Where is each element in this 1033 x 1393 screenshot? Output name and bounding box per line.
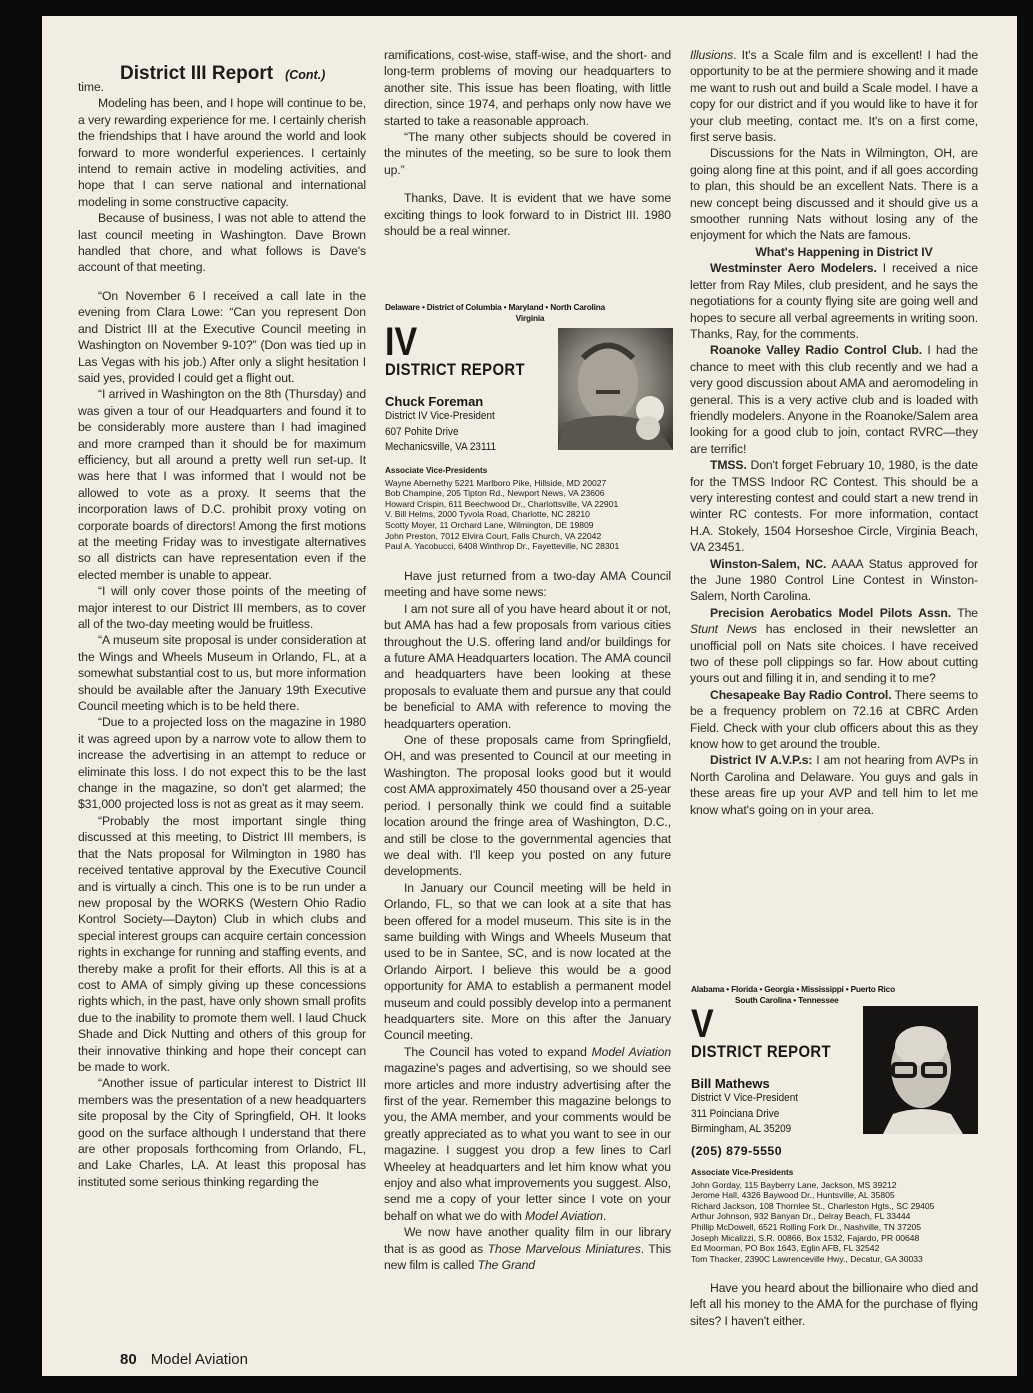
- paragraph: [78, 813, 366, 1076]
- text-run: . It's a Scale film and is excellent! I had the opportunity to be at the permiere showing and it made me want to rush out and build a Scale model. I have a copy for our district and if you would like to have it for your club meeting, contact me. It's on a first come, first serve basis.: [690, 48, 978, 145]
- paragraph: [690, 556, 978, 605]
- italic-title: Model Aviation: [591, 1044, 671, 1059]
- associate-vp: Paul A. Yacobucci, 6408 Winthrop Dr., Fayetteville, NC 28301: [385, 541, 620, 552]
- district-4-report-box: [385, 302, 606, 456]
- page-footer: [120, 1351, 248, 1368]
- paragraph: [384, 1044, 671, 1224]
- subheading: [690, 244, 978, 260]
- district-numeral: V: [691, 1002, 714, 1046]
- paragraph: [690, 687, 978, 753]
- text-run: magazine's pages and advertising, so we should see more articles and more industry advertising after the first of the year. Remember this magazine belongs to you, the AMA member, and your comments would be greatly appreciated as to what you want to see in our magazine. I suggest you drop a few lines to Carl Wheeley at headquarters and let him know what you enjoy and also what improvements you suggest. Also, send me a copy of your letter since I vote on your behalf on what we do with: [384, 1061, 671, 1223]
- italic-title: Stunt News: [690, 622, 757, 637]
- text-run: I received a nice letter from Ray Miles, club president, and he says the negotiations for a county flying site are going well and hopes to secure all verbal agreements in writing soon. Thanks, Ray, for the comments.: [690, 261, 978, 341]
- paragraph: [78, 79, 366, 95]
- continued-label: (Cont.): [285, 68, 326, 82]
- column-3-end-text: [690, 1280, 978, 1329]
- text-run: Thanks, Dave. It is evident that we have some exciting things to look forward to in District III. 1980 should be a real winner.: [384, 191, 671, 239]
- district-4-associates: [385, 466, 619, 552]
- vp-title: District IV Vice-President: [385, 410, 495, 422]
- text-run: “I will only cover those points of the meeting of major interest to our District III members, as to cover all of the two-day meeting would be fruitless.: [78, 584, 366, 631]
- paragraph: [384, 1224, 671, 1273]
- portrait-icon: [558, 328, 673, 450]
- paragraph: [690, 145, 978, 243]
- associate-vp: Jerome Hall, 4326 Baywood Dr., Huntsville, AL 35805: [691, 1190, 895, 1201]
- section-title: District III Report: [120, 63, 274, 84]
- text-run: “A museum site proposal is under consideration at the Wings and Wheels Museum in Orlando, FL, at a somewhat substantial cost to us, but more information should be available after the January 19th Executive Council meeting which is to be held there.: [78, 633, 366, 714]
- paragraph: [690, 342, 978, 457]
- text-run: has enclosed in their newsletter an unofficial poll on Nats site choices. I have received two of these poll clippings so far. How about cutting yours out and filling it in, and sending it to me?: [690, 622, 978, 686]
- paragraph: [78, 632, 366, 714]
- column-2-bottom-text: [384, 568, 671, 1273]
- text-run: time.: [78, 80, 104, 94]
- vp-city: Birmingham, AL 35209: [691, 1123, 792, 1135]
- bold-lead: TMSS.: [710, 458, 747, 473]
- text-run: The Council has voted to expand: [404, 1044, 592, 1059]
- paragraph: [384, 190, 671, 239]
- text-run: Have just returned from a two-day AMA Council meeting and have some news:: [384, 569, 671, 600]
- bold-lead: Roanoke Valley Radio Control Club.: [710, 343, 923, 358]
- bill-mathews-photo: [863, 1006, 978, 1134]
- paragraph: [690, 260, 978, 342]
- italic-title: Those Marvelous Miniatures: [487, 1241, 641, 1256]
- states-line: Virginia: [515, 313, 545, 323]
- text-run: I had the chance to meet with this club recently and we had a very good discussion about AMA and aeromodeling in general. This is a very active club and is loaded with friendly modelers. Anyone in the Roanoke/Salem area looking for a good club to join, contact RVRC—they are terrific!: [690, 343, 978, 456]
- paragraph: [78, 583, 366, 632]
- text-run: In January our Council meeting will be held in Orlando, FL, so that we can look at a site that has been offered for a model museum. This site is in the same building with Wings and Wheels Museum that used to be in Santee, SC, and is now located at the Orlando Airport. I believe this would be a good opportunity for AMA to establish a permanent model museum and could possibly develop into a permanent headquarters site. More on this after the January Council meeting.: [384, 880, 671, 1043]
- paragraph: [78, 386, 366, 583]
- vp-address: 607 Pohite Drive: [385, 425, 459, 438]
- text-run: We now have another quality film in our library that is as good as: [384, 1225, 671, 1256]
- vp-title: District V Vice-President: [691, 1092, 799, 1104]
- associate-vp: Bob Champine, 205 Tipton Rd., Newport News, VA 23606: [385, 488, 605, 499]
- text-run: I am not sure all of you have heard about it or not, but AMA has had a few proposals from various cities throughout the U.S. offering land and/or buildings for a future AMA Headquarters location. The AMA council and headquarters have been looking at these proposals to evaluate them and pursue any that could be beneficial to AMA with reference to moving the headquarters operation.: [384, 601, 671, 731]
- text-run: “Probably the most important single thing discussed at this meeting, to District III members, is that the Nats proposal for Wilmington in 1980 has received tentative approval by the Executive Council and is virtually a cinch. This one is to be run under a new proposal by the WORKS (Western Ohio Radio Kontrol Society—Dayton) Club in which clubs and special interest groups can acquire certain concession rights in exchange for running and staffing events, and thereby make a profit for their efforts. All this is at a cost to AMA of simply giving up these concessions rights which, in the past, have only shown small profits due to the inability to promote them well. I laud Chuck Shade and Dick Nutting and others of this group for their innovative thinking and hope their concept can be made to work.: [78, 813, 366, 1074]
- vp-address: 311 Poinciana Drive: [691, 1107, 780, 1120]
- paragraph: [690, 605, 978, 687]
- paragraph: [690, 47, 978, 145]
- text-run: I am not hearing from AVPs in North Carolina and Delaware. You guys and gals in these areas fire up your AVP and tell him to let me know what's going on in your area.: [690, 753, 979, 817]
- italic-title: The Grand: [477, 1258, 535, 1273]
- paragraph: [78, 210, 366, 276]
- magazine-page: [42, 16, 1017, 1376]
- states-line: South Carolina • Tennessee: [735, 995, 839, 1005]
- associates-label: Associate Vice-Presidents: [385, 466, 488, 475]
- associate-vp: Phillip McDowell, 6521 Rolling Fork Dr., Nashville, TN 37205: [691, 1221, 922, 1232]
- associate-vp: Scotty Moyer, 11 Orchard Lane, Wilmington, DE 19809: [385, 519, 594, 530]
- vp-city: Mechanicsville, VA 23111: [385, 441, 497, 453]
- associate-vp: John Gorday, 115 Bayberry Lane, Jackson, MS 39212: [691, 1179, 897, 1190]
- text-run: “On November 6 I received a call late in the evening from Clara Lowe: “Can you represent Don and District III at the Executive Council meeting in Washington on November 9-10?” (Don was tied up in Las Vegas with his job.) After only a slight hesitation I said yes, provided I could get a flight out.: [78, 288, 366, 385]
- column-3-text: [690, 47, 978, 818]
- associate-vp: Howard Crispin, 611 Beechwood Dr., Charlottsville, VA 22901: [385, 498, 619, 509]
- text-run: Because of business, I was not able to attend the last council meeting in Washington. Dave Brown handled that chore, and what follows is Dave's account of that meeting.: [78, 211, 366, 275]
- text-run: “I arrived in Washington on the 8th (Thursday) and was given a tour of our Headquarters and found it to be considerably more austere than I had imagined and more cramped than it should be for maximum efficiency, but all around a pretty well run set-up. It was here that I was informed that I would not be allowed to vote as a proxy. It seems that the incorporation laws of D.C. prohibit proxy voting on corporate boards of directors! Among the first motions at the meeting Friday was to investigate alternatives so all districts can have representation even if the elected member is unable to appear.: [78, 387, 366, 582]
- text-run: Modeling has been, and I hope will continue to be, a very rewarding experience for me. I certainly cherish the friendships that I have around the world and look forward to more wonderful experiences. I certainly intend to remain active in modeling activities, and hope that I can serve national and international modeling in some constructive capacity.: [78, 96, 366, 209]
- paragraph: [690, 1280, 978, 1329]
- paragraph: [78, 95, 366, 210]
- associate-vp: Joseph Micalizzi, S.R. 00866, Box 1532, Fajardo, PR 00648: [691, 1232, 920, 1243]
- paragraph: [384, 732, 671, 880]
- states-line: Alabama • Florida • Georgia • Mississippi • Puerto Rico: [691, 984, 895, 994]
- text-run: There seems to be a frequency problem on 72.16 at CBRC Arden Field. Check with your club officers about this as they know how to get around the trouble.: [690, 687, 978, 752]
- paragraph: [78, 714, 366, 812]
- bold-lead: Precision Aerobatics Model Pilots Assn.: [710, 605, 951, 620]
- magazine-name: Model Aviation: [150, 1351, 248, 1368]
- paragraph: [690, 457, 978, 555]
- associate-vp: V. Bill Helms, 2000 Tyvola Road, Charlotte, NC 28210: [385, 509, 590, 520]
- district-5-states: [691, 984, 981, 1006]
- chuck-foreman-photo: [558, 328, 673, 450]
- associate-vp: John Preston, 7012 Elvira Court, Falls Church, VA 22042: [385, 530, 602, 541]
- text-run: “Due to a projected loss on the magazine in 1980 it was agreed upon by a narrow vote to allow them to increase the advertising in an attempt to reduce or eliminate this loss. I do not expect this to be the last change in the magazine, so don't get alarmed; the $31,000 projected loss is not as great as it may seem.: [78, 715, 366, 812]
- portrait-icon: [863, 1006, 978, 1134]
- text-run: “The many other subjects should be covered in the minutes of the meeting, so be sure to look them up.”: [384, 130, 671, 177]
- vp-phone: (205) 879-5550: [691, 1143, 783, 1158]
- text-run: “Another issue of particular interest to District III members was the presentation of a new headquarters site proposal by the City of Springfield, OH. It looks good on the surface although I understand that there are other proposals forthcoming from Orlando, FL, and Lake Charles, LA. At least this proposal has instituted some serious thinking regarding the: [78, 1076, 366, 1189]
- district-4-states: [385, 302, 675, 324]
- associate-vp: Arthur Johnson, 932 Banyan Dr., Delray Beach, FL 33444: [691, 1211, 911, 1222]
- vp-name: Chuck Foreman: [385, 394, 484, 409]
- bold-lead: Westminster Aero Modelers.: [710, 261, 877, 276]
- text-run: The: [951, 605, 978, 620]
- vp-name: Bill Mathews: [691, 1076, 770, 1091]
- paragraph: [384, 601, 671, 732]
- district-report-title: DISTRICT REPORT: [385, 361, 525, 379]
- italic-title: Model Aviation: [525, 1208, 603, 1223]
- text-run: AAAA Status approved for the June 1980 Control Line Contest in Winston-Salem, North Carolina.: [690, 556, 978, 604]
- paragraph: [384, 880, 671, 1044]
- paragraph: [690, 752, 978, 818]
- bold-lead: Winston-Salem, NC.: [710, 556, 827, 571]
- district-5-report-box: [691, 984, 895, 1158]
- column-2-top-text: [384, 47, 671, 239]
- associate-vp: Richard Jackson, 108 Thornlee St., Charleston Hgts., SC 29405: [691, 1200, 935, 1211]
- text-run: What's Happening in District IV: [755, 244, 933, 259]
- paragraph: [78, 1075, 366, 1190]
- text-run: .: [602, 1208, 607, 1223]
- bold-lead: District IV A.V.P.s:: [710, 753, 813, 768]
- district-report-title: DISTRICT REPORT: [691, 1043, 831, 1061]
- paragraph: [384, 568, 671, 601]
- text-run: Don't forget February 10, 1980, is the date for the TMSS Indoor RC Contest. This should be a very interesting contest and could start a new trend in winter RC contests. For more information, contact H.A. Stokely, 1504 Horseshoe Circle, Virginia Beach, VA 23451.: [690, 458, 978, 555]
- column-1-text: [78, 79, 366, 1190]
- paragraph: [78, 288, 366, 386]
- paragraph: [384, 47, 671, 129]
- district-5-associates: [691, 1168, 934, 1264]
- italic-title: Illusions: [690, 48, 734, 62]
- text-run: Have you heard about the billionaire who died and left all his money to the AMA for the purchase of flying sites? I haven't either.: [690, 1281, 978, 1328]
- bold-lead: Chesapeake Bay Radio Control.: [710, 687, 892, 702]
- district-numeral: IV: [385, 320, 418, 364]
- associate-vp: Wayne Abernethy 5221 Marlboro Pike, Hillside, MD 20027: [385, 477, 607, 488]
- page-number: 80: [120, 1351, 137, 1368]
- associates-label: Associate Vice-Presidents: [691, 1168, 794, 1177]
- text-run: . This new film is called: [384, 1241, 671, 1273]
- states-line: Delaware • District of Columbia • Maryland • North Carolina: [385, 302, 606, 312]
- associate-vp: Ed Moorman, PO Box 1643, Eglin AFB, FL 32542: [691, 1243, 880, 1254]
- associate-vp: Tom Thacker, 2390C Lawrenceville Hwy., Decatur, GA 30033: [691, 1253, 923, 1264]
- text-run: Discussions for the Nats in Wilmington, OH, are going along fine at this point, and if all goes according to plan, this should be an excellent Nats. There is a new concept being discussed and it should give us a smoother running Nats without losing any of the enjoyment for which the Nats are famous.: [690, 146, 978, 243]
- text-run: ramifications, cost-wise, staff-wise, and the short- and long-term problems of moving our headquarters to another site. This issue has been floating, with little direction, since 1974, and perhaps only now have we started to take a reasonable approach.: [384, 48, 671, 128]
- paragraph: [384, 129, 671, 178]
- text-run: One of these proposals came from Springfield, OH, and was presented to Council at our meeting in Washington. The proposal looks good but it would cost AMA approximately 450 thousand over a 25-year period. I personally think we could find a suitable location around the fringe area of Washington, D.C., and still be close to the governmental agencies that we deal with. I'll keep you posted on any future developments.: [384, 733, 671, 879]
